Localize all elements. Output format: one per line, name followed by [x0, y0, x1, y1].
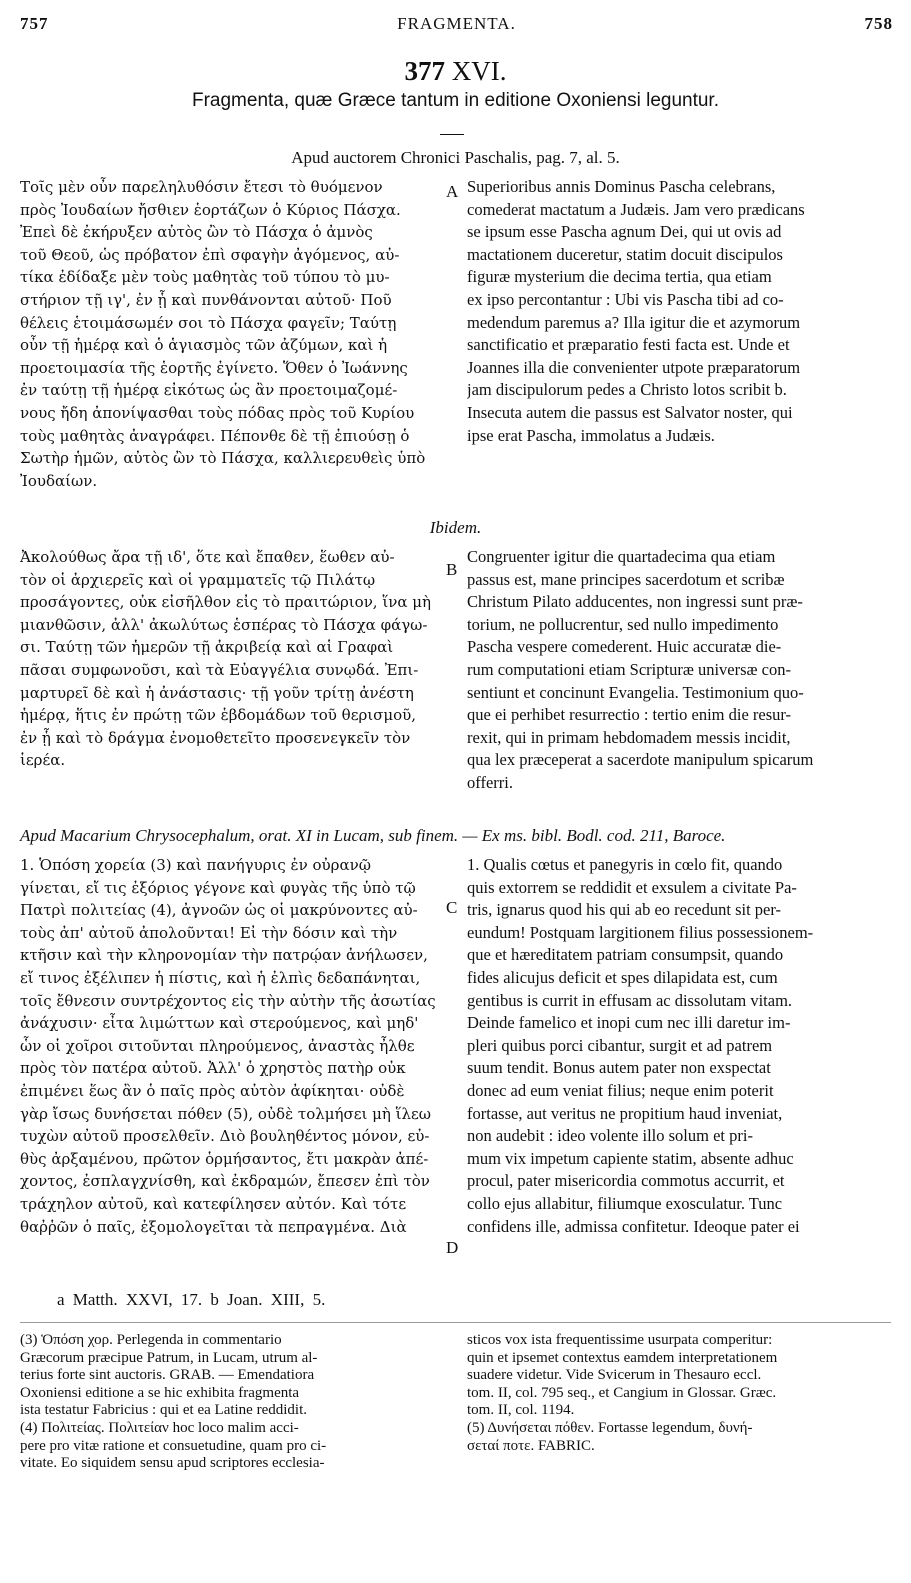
text-line: (5) Δυνήσεται πόθεν. Fortasse legendum, δυνή-: [467, 1419, 753, 1436]
title-rule: [440, 134, 464, 135]
text-line: passus est, mane principes sacerdotum et scribæ: [467, 569, 785, 589]
text-line: rexit, qui in primam hebdomadem messis incidit,: [467, 727, 791, 747]
text-line: τράχηλον αὐτοῦ, καὶ κατεφίλησεν αὐτόν. Καὶ τότε: [20, 1194, 407, 1213]
section-roman: XVI.: [451, 56, 507, 86]
text-line: σεταί ποτε. FABRIC.: [467, 1437, 595, 1454]
text-line: 1. Qualis cœtus et panegyris in cœlo fit, quando: [467, 855, 783, 874]
text-line: (4) Πολιτείας. Πολιτείαν hoc loco malim acci-: [20, 1419, 299, 1436]
text-line: Deinde famelico et inopi cum nec illi daretur im-: [467, 1013, 791, 1033]
footnote-references: a Matth. XXVI, 17. b Joan. XIII, 5.: [57, 1290, 326, 1309]
text-line: tom. II, col. 1194.: [467, 1402, 575, 1419]
text-line: (3) Ὁπόση χορ. Perlegenda in commentario: [20, 1332, 282, 1348]
section-heading: [0, 56, 911, 87]
text-line: προετοιμασία τῆς ἑορτῆς ἐγίνετο. Ὅθεν ὁ Ἰωάννης: [20, 358, 408, 377]
text-line: suadere videtur. Vide Svicerum in Thesauro eccl.: [467, 1367, 762, 1384]
text-line: suum tendit. Bonus autem pater non exspectat: [467, 1058, 771, 1078]
text-line: fides alicujus deficit et spes dilapidata est, cum: [467, 967, 778, 987]
latin-column-1: [467, 176, 891, 447]
text-line: τυχὼν αὐτοῦ προσελθεῖν. Διὸ βουληθέντος μόνον, εὐ-: [20, 1127, 430, 1146]
text-line: ipse erat Pascha, immolatus a Judæis.: [467, 425, 715, 445]
text-line: οὖν τῇ ἡμέρᾳ καὶ ὁ ἁγιασμὸς τῶν ἀζύμων, καὶ ἡ: [20, 336, 388, 355]
text-line: γίνεται, εἴ τις ἐξόριος γέγονε καὶ φυγὰς τῆς ὑπὸ τῷ: [20, 878, 416, 897]
text-line: se ipsum esse Pascha agnum Dei, qui ut ovis ad: [467, 222, 782, 242]
page-number-left: 757: [20, 14, 49, 33]
text-line: νους ἤδη ἀπονίψασθαι τοὺς πόδας πρὸς τοῦ Κυρίου: [20, 403, 415, 422]
footnote-rule: [20, 1322, 891, 1323]
text-line: Σωτὴρ ἡμῶν, αὐτὸς ὢν τὸ Πάσχα, καλλιερευθεὶς ὑπὸ: [20, 449, 426, 468]
text-line: τὸν οἱ ἀρχιερεῖς καὶ οἱ γραμματεῖς τῷ Πιλάτῳ: [20, 570, 376, 589]
text-line: Oxoniensi editione a se hic exhibita fragmenta: [20, 1384, 300, 1401]
section-number: 377: [404, 56, 445, 86]
text-line: Ἀκολούθως ἄρα τῇ ιδ', ὅτε καὶ ἔπαθεν, ἕωθεν αὐ-: [20, 548, 395, 566]
text-line: figuræ mysterium die decima tertia, qua etiam: [467, 267, 772, 287]
text-line: sticos vox ista frequentissime usurpata comperitur:: [467, 1332, 773, 1348]
text-line: Pascha vespere comederent. Huic accuratæ die-: [467, 637, 782, 657]
running-head: [20, 14, 893, 38]
text-line: προσάγοντες, οὐκ εἰσῆλθον εἰς τὸ πραιτώριον, ἵνα μὴ: [20, 593, 431, 612]
text-line: Ἰουδαίων.: [20, 471, 98, 490]
source-heading-1: Apud auctorem Chronici Paschalis, pag. 7, al. 5.: [291, 148, 620, 167]
text-line: mactationem duceretur, statim docuit discipulos: [467, 244, 783, 264]
text-line: τίκα ἐδίδαξε μὲν τοὺς μαθητὰς τοῦ τύπου τὸ μυ-: [20, 268, 390, 287]
text-line: Πατρὶ πολιτείας (4), ἀγνοῶν ὡς οἱ μακρύνοντες αὐ-: [20, 901, 418, 920]
notes-right-column: [467, 1332, 891, 1455]
text-line: στήριον τῇ ιγ', ἐν ᾗ καὶ πυνθάνονται αὐτοῦ· Ποῦ: [20, 290, 392, 309]
text-line: ex ipso percontantur : Ubi vis Pascha tibi ad co-: [467, 289, 784, 309]
text-line: mum vix impetum capiente statim, absente adhuc: [467, 1148, 794, 1168]
text-line: quin et ipsemet contextus eamdem interpretationem: [467, 1349, 778, 1366]
text-line: 1. Ὁπόση χορεία (3) καὶ πανήγυρις ἐν οὐρανῷ: [20, 856, 371, 874]
notes-left-column: [20, 1332, 450, 1473]
text-line: κτῆσιν καὶ τὴν κληρονομίαν τὴν πατρῴαν ἀνήλωσεν,: [20, 946, 428, 965]
text-line: Ἐπεὶ δὲ ἐκήρυξεν αὐτὸς ὢν τὸ Πάσχα ὁ ἀμνὸς: [20, 223, 373, 242]
margin-letter-a: A: [446, 182, 459, 201]
text-line: ἐπιμένει ἕως ἂν ὁ παῖς πρὸς αὐτὸν ἀφίκηται· οὐδὲ: [20, 1081, 405, 1100]
page-number-right: 758: [864, 14, 893, 33]
text-line: torium, ne pollucrentur, sed nullo impedimento: [467, 614, 779, 634]
text-line: ὧν οἱ χοῖροι σιτοῦνται πληρούμενος, ἀναστὰς ἦλθε: [20, 1036, 415, 1055]
text-line: eundum! Postquam largitionem filius possessionem-: [467, 922, 814, 942]
text-line: Superioribus annis Dominus Pascha celebrans,: [467, 177, 776, 196]
text-line: que ei perhibet resurrectio : tertio enim die resur-: [467, 705, 792, 725]
latin-column-3: [467, 854, 891, 1238]
margin-letter-d: D: [446, 1238, 459, 1257]
text-line: Insecuta autem die passus est Salvator noster, qui: [467, 402, 793, 422]
text-line: μιανθῶσιν, ἀλλ' ἀκωλύτως ἑσπέρας τὸ Πάσχα φάγω-: [20, 615, 428, 634]
section-title: Fragmenta, quæ Græce tantum in editione Oxoniensi leguntur.: [191, 90, 719, 111]
text-line: μαρτυρεῖ δὲ καὶ ἡ ἀνάστασις· τῇ γοῦν τρίτῃ ἀνέστη: [20, 683, 414, 702]
text-line: πᾶσαι συμφωνοῦσι, καὶ τὰ Εὐαγγέλια συνῳδά. Ἐπι-: [20, 660, 419, 679]
text-line: Τοῖς μὲν οὖν παρεληλυθόσιν ἔτεσι τὸ θυόμενον: [20, 178, 383, 196]
greek-column-3: [20, 854, 450, 1238]
text-line: fortasse, aut veritus ne propitium haud inveniat,: [467, 1103, 783, 1123]
text-line: ἐν ταύτῃ τῇ ἡμέρᾳ εἰκότως ὡς ἂν προετοιμαζομέ-: [20, 381, 398, 400]
text-line: tom. II, col. 795 seq., et Cangium in Glossar. Græc.: [467, 1384, 777, 1401]
text-line: gentibus is currit in effusam ac dissolutam vitam.: [467, 990, 793, 1010]
running-title: FRAGMENTA.: [397, 14, 516, 33]
text-line: Congruenter igitur die quartadecima qua etiam: [467, 547, 776, 566]
text-line: χοντος, ἐσπλαγχνίσθη, καὶ ἐκδραμών, ἔπεσεν ἐπὶ τὸν: [20, 1172, 430, 1191]
text-line: sanctificatio et præparatio festi facta est. Unde et: [467, 335, 790, 355]
text-line: procul, pater misericordia commotus accurrit, et: [467, 1171, 785, 1191]
text-line: τοὺς μαθητὰς ἀναγράφει. Πέπονθε δὲ τῇ ἐπιούσῃ ὁ: [20, 426, 410, 445]
text-line: quis extorrem se reddidit et exsulem a civitate Pa-: [467, 877, 797, 897]
text-line: Christum Pilato adducentes, non ingressi sunt præ-: [467, 592, 803, 612]
text-line: donec ad eum veniat filius; neque enim poterit: [467, 1080, 774, 1100]
text-line: comederat mactatum a Judæis. Jam vero prædicans: [467, 199, 805, 219]
source-heading-2: Ibidem.: [429, 518, 482, 537]
text-line: jam discipulorum pedes a Christo lotos scribit b.: [467, 380, 787, 400]
greek-column-1: [20, 176, 450, 492]
text-line: πρὸς Ἰουδαίων ἤσθιεν ἑορτάζων ὁ Κύριος Πάσχα.: [20, 200, 401, 219]
text-line: τοὺς ἀπ' αὐτοῦ ἀπολοῦνται! Εἰ τὴν δόσιν καὶ τὴν: [20, 923, 398, 942]
latin-column-2: [467, 546, 891, 795]
source-heading-3: Apud Macarium Chrysocephalum, orat. XI in Lucam, sub finem. — Ex ms. bibl. Bodl. cod. 211, Baroce.: [20, 826, 726, 845]
text-line: ἱερέα.: [20, 751, 66, 770]
text-line: ἀνάχυσιν· εἶτα λιμώττων καὶ στερούμενος, καὶ μηδ': [20, 1014, 419, 1033]
text-line: θέλεις ἑτοιμάσωμέν σοι τὸ Πάσχα φαγεῖν; Ταύτῃ: [20, 313, 397, 332]
text-line: πρὸς τὸν πατέρα αὐτοῦ. Ἀλλ' ὁ χρηστὸς πατὴρ οὐκ: [20, 1059, 406, 1078]
text-line: tris, ignarus quod his qui ab eo recedunt sit per-: [467, 900, 782, 920]
text-line: σι. Ταύτῃ τῶν ἡμερῶν τῇ ἀκριβείᾳ καὶ αἱ Γραφαὶ: [20, 638, 394, 657]
text-line: θαῤῥῶν ὁ παῖς, ἐξομολογεῖται τὰ πεπραγμένα. Διὰ: [20, 1217, 407, 1236]
text-line: θὺς ἀρξαμένου, πρῶτον ὁρμήσαντος, ἔτι μακρὰν ἀπέ-: [20, 1149, 429, 1168]
text-line: ἡμέρᾳ, ἥτις ἐν πρώτῃ τῶν ἑβδομάδων τοῦ θερισμοῦ,: [20, 706, 417, 725]
text-line: medendum paremus a? Illa igitur die et azymorum: [467, 312, 801, 332]
text-line: Græcorum præcipue Patrum, in Lucam, utrum al-: [20, 1349, 318, 1366]
text-line: rum computationi etiam Scripturæ universæ con-: [467, 659, 791, 679]
text-line: γὰρ ἴσως δυνήσεται πόθεν (5), οὐδὲ τολμήσει μὴ ἵλεω: [20, 1104, 432, 1123]
text-line: ista testatur Fabricius : qui et ea Latine reddidit.: [20, 1402, 307, 1419]
margin-letter-c: C: [446, 898, 458, 917]
text-line: ἐν ᾗ καὶ τὸ δράγμα ἐνομοθετεῖτο προσενεγκεῖν τὸν: [20, 728, 411, 747]
text-line: vitate. Eo siquidem sensu apud scriptores ecclesia-: [20, 1455, 325, 1472]
text-line: pere pro vitæ ratione et consuetudine, quam pro ci-: [20, 1437, 327, 1454]
greek-column-2: [20, 546, 450, 772]
text-line: que et hæreditatem patriam consumpsit, quando: [467, 945, 784, 965]
text-line: εἴ τινος ἐξέλιπεν ἡ πίστις, καὶ ἡ ἐλπὶς δεδαπάνηται,: [20, 968, 421, 987]
text-line: collo ejus allabitur, filiumque exosculatur. Tunc: [467, 1193, 783, 1213]
text-line: τοῖς ἔθνεσιν συντρέχοντος εἰς τὴν αὐτὴν τῆς ἀσωτίας: [20, 991, 436, 1010]
text-line: sentiunt et concinunt Evangelia. Testimonium quo-: [467, 682, 804, 702]
text-line: offerri.: [467, 772, 513, 792]
text-line: non audebit : ideo volente illo solum et pri-: [467, 1126, 753, 1146]
text-line: Joannes illa die convenienter utpote præparatorum: [467, 357, 801, 377]
text-line: qua lex præceperat a sacerdote manipulum spicarum: [467, 750, 814, 770]
text-line: terius forte sint auctoris. GRAB. — Emendatiora: [20, 1367, 315, 1384]
text-line: τοῦ Θεοῦ, ὡς πρόβατον ἐπὶ σφαγὴν ἀγόμενος, αὐ-: [20, 245, 400, 264]
text-line: confidens ille, admissa confitetur. Ideoque pater ei: [467, 1216, 800, 1236]
margin-letter-b: B: [446, 560, 458, 579]
text-line: pleri quibus porci cibantur, surgit et ad patrem: [467, 1035, 773, 1055]
